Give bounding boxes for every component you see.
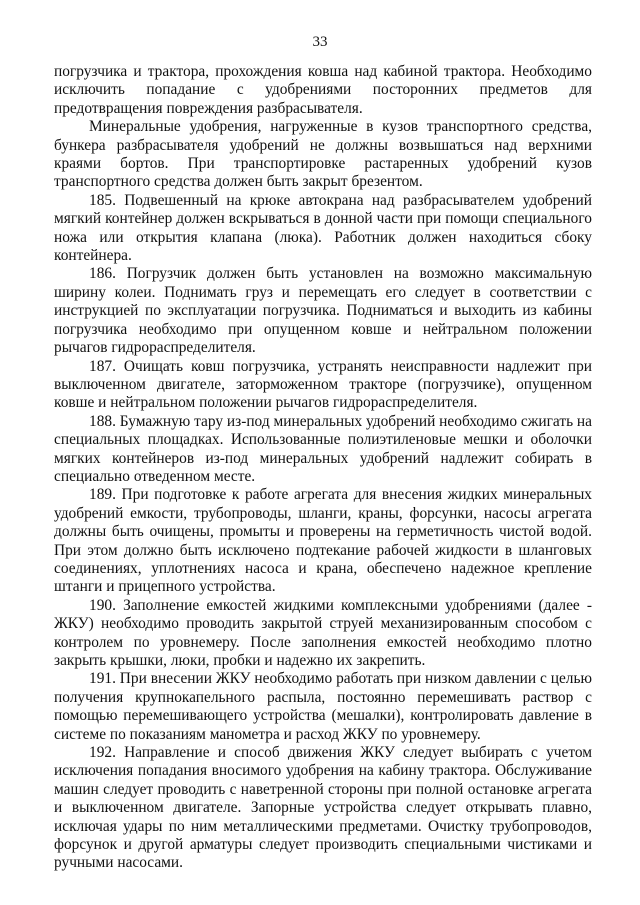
page-number: 33	[312, 34, 328, 50]
paragraph-191: 191. При внесении ЖКУ необходимо работать при низком давлении с целью получения крупнокапельного распыла, постоянно перемешивать раствор с помощью перемешивающего устройства (мешалки), контролировать давление в системе по показаниям манометра и расход ЖКУ по уровнемеру.	[54, 670, 592, 743]
paragraph-mineral-fertilizers: Минеральные удобрения, нагруженные в кузов транспортного средства, бункера разбрасывателя удобрений не должны возвышаться над верхними краями бортов. При транспортировке растаренных удобрений кузов транспортного средства должен быть закрыт брезентом.	[54, 118, 592, 191]
paragraph-190: 190. Заполнение емкостей жидкими комплексными удобрениями (далее - ЖКУ) необходимо проводить закрытой струей механизированным способом с контролем по уровнемеру. После заполнения емкостей необходимо плотно закрыть крышки, люки, пробки и надежно их закрепить.	[54, 596, 592, 669]
paragraph-186: 186. Погрузчик должен быть установлен на возможно максимальную ширину колеи. Поднимать груз и перемещать его следует в соответствии с инструкцией по эксплуатации погрузчика. Подниматься и выходить из кабины погрузчика необходимо при опущенном ковше и нейтральном положении рычагов гидрораспределителя.	[54, 265, 592, 357]
paragraph-192: 192. Направление и способ движения ЖКУ следует выбирать с учетом исключения попадания вносимого удобрения на кабину трактора. Обслуживание машин следует проводить с наветренной стороны при полной остановке агрегата и выключенном двигателе. Запорные устройства следует открывать плавно, исключая удары по ним металлическими предметами. Очистку трубопроводов, форсунок и другой арматуры следует производить специальными чистиками и ручными насосами.	[54, 744, 592, 872]
document-body	[54, 63, 592, 873]
paragraph-187: 187. Очищать ковш погрузчика, устранять неисправности надлежит при выключенном двигателе, заторможенном тракторе (погрузчике), опущенном ковше и нейтральном положении рычагов гидрораспределителя.	[54, 357, 592, 412]
paragraph-188: 188. Бумажную тару из-под минеральных удобрений необходимо сжигать на специальных площадках. Использованные полиэтиленовые мешки и оболочки мягких контейнеров из-под минеральных удобрений надлежит собирать в специально отведенном месте.	[54, 412, 593, 485]
paragraph-continuation: погрузчика и трактора, прохождения ковша над кабиной трактора. Необходимо исключить попадание с удобрениями посторонних предметов для предотвращения повреждения разбрасывателя.	[54, 63, 592, 117]
paragraph-189: 189. При подготовке к работе агрегата для внесения жидких минеральных удобрений емкости, трубопроводы, шланги, краны, форсунки, насосы агрегата должны быть очищены, промыты и проверены на герметичность чистой водой. При этом должно быть исключено подтекание рабочей жидкости в шланговых соединениях, уплотнениях насоса и крана, обеспечено надежное крепление штанги и прицепного устройства.	[54, 486, 592, 596]
paragraph-185: 185. Подвешенный на крюке автокрана над разбрасывателем удобрений мягкий контейнер должен вскрываться в донной части при помощи специального ножа или открытия клапана (люка). Работник должен находиться сбоку контейнера.	[54, 191, 592, 265]
